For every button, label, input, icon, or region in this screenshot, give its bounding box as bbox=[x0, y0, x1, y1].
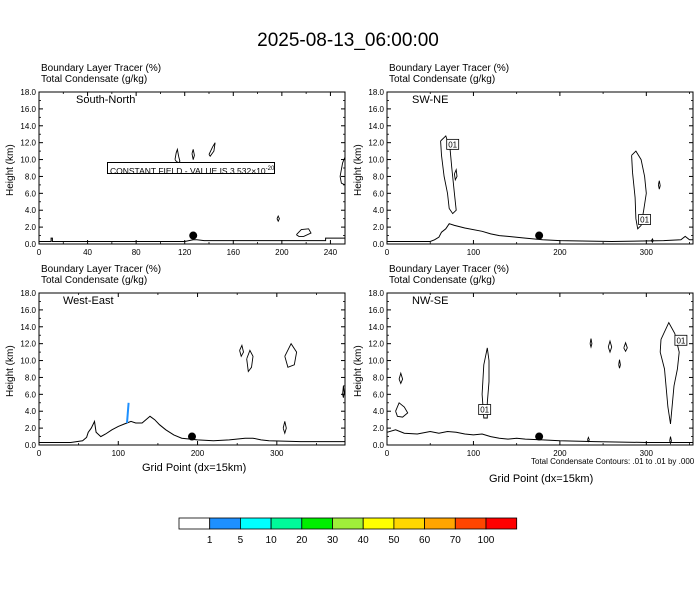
y-tick-label: 16.0 bbox=[368, 104, 384, 114]
location-marker bbox=[535, 232, 543, 240]
condensate-contour bbox=[454, 170, 457, 180]
x-tick-label: 300 bbox=[270, 449, 284, 458]
y-tick-label: 6.0 bbox=[24, 189, 36, 199]
y-tick-label: 8.0 bbox=[372, 373, 384, 383]
colorbar-label: 5 bbox=[237, 535, 244, 546]
constant-field-box bbox=[107, 162, 275, 174]
x-tick-label: 0 bbox=[36, 248, 42, 257]
colorbar-cell bbox=[210, 518, 241, 529]
y-axis-label-sw-ne: Height (km) bbox=[353, 144, 364, 196]
y-tick-label: 14.0 bbox=[20, 121, 36, 131]
x-tick-label: 100 bbox=[466, 449, 481, 458]
y-tick-label: 14.0 bbox=[20, 322, 36, 332]
colorbar-label: 1 bbox=[206, 535, 213, 546]
y-tick-label: 6.0 bbox=[372, 390, 384, 400]
colorbar-cell bbox=[425, 518, 456, 529]
y-tick-label: 18.0 bbox=[20, 289, 36, 298]
y-tick-label: 0.0 bbox=[372, 441, 384, 450]
condensate-contour bbox=[670, 437, 672, 444]
x-tick-label: 0 bbox=[384, 248, 390, 257]
y-tick-label: 12.0 bbox=[20, 339, 36, 349]
contour-label: 01 bbox=[480, 405, 490, 415]
contour-note: Total Condensate Contours: .01 to .01 by .000 bbox=[531, 457, 695, 466]
panel-title-west-east: West-East bbox=[63, 295, 114, 307]
condensate-contour bbox=[247, 350, 253, 371]
x-tick-label: 300 bbox=[639, 449, 654, 458]
panel-title-sw-ne: SW-NE bbox=[412, 94, 449, 106]
tracer-contour bbox=[127, 403, 129, 423]
y-tick-label: 4.0 bbox=[24, 206, 36, 216]
y-tick-label: 2.0 bbox=[24, 223, 36, 233]
condensate-contour bbox=[285, 344, 297, 368]
x-tick-label: 100 bbox=[111, 449, 125, 458]
x-axis-label-west-east: Grid Point (dx=15km) bbox=[142, 462, 247, 474]
y-tick-label: 6.0 bbox=[372, 189, 384, 199]
colorbar-label: 50 bbox=[388, 535, 400, 546]
colorbar-label: 60 bbox=[419, 535, 431, 546]
colorbar-cell bbox=[486, 518, 517, 529]
y-tick-label: 16.0 bbox=[368, 305, 384, 315]
y-axis-label-south-north: Height (km) bbox=[5, 144, 16, 196]
condensate-contour bbox=[283, 421, 286, 433]
panel-header-sw-ne bbox=[389, 63, 509, 85]
y-tick-label: 2.0 bbox=[24, 424, 36, 434]
y-tick-label: 18.0 bbox=[368, 88, 384, 97]
y-tick-label: 8.0 bbox=[24, 172, 36, 182]
panel-header-west-east bbox=[41, 264, 161, 286]
y-tick-label: 0.0 bbox=[24, 240, 36, 249]
colorbar-label: 100 bbox=[477, 535, 495, 546]
condensate-contour bbox=[192, 149, 194, 159]
colorbar-label: 40 bbox=[357, 535, 369, 546]
x-tick-label: 240 bbox=[323, 248, 338, 257]
condensate-contour bbox=[340, 157, 345, 185]
condensate-contour bbox=[175, 149, 180, 163]
condensate-contour bbox=[624, 343, 628, 352]
y-tick-label: 2.0 bbox=[372, 424, 384, 434]
panel-header-nw-se bbox=[389, 264, 509, 286]
panel-title-nw-se: NW-SE bbox=[412, 295, 449, 307]
y-tick-label: 12.0 bbox=[368, 339, 384, 349]
colorbar-cell bbox=[271, 518, 302, 529]
y-tick-label: 10.0 bbox=[368, 155, 384, 165]
location-marker bbox=[188, 433, 196, 441]
y-tick-label: 4.0 bbox=[372, 206, 384, 216]
header-line2: Total Condensate (g/kg) bbox=[41, 275, 148, 286]
constant-field-exponent: -20 bbox=[265, 166, 275, 172]
y-tick-label: 0.0 bbox=[24, 441, 36, 450]
contour-label: 01 bbox=[676, 336, 686, 346]
y-tick-label: 4.0 bbox=[372, 407, 384, 417]
y-tick-label: 12.0 bbox=[20, 138, 36, 148]
condensate-contour bbox=[296, 229, 311, 237]
condensate-contour bbox=[209, 143, 215, 157]
colorbar-cell bbox=[455, 518, 486, 529]
y-tick-label: 2.0 bbox=[372, 223, 384, 233]
contour-label: 01 bbox=[448, 140, 458, 150]
y-tick-label: 8.0 bbox=[372, 172, 384, 182]
colorbar-label: 20 bbox=[296, 535, 308, 546]
panel-title-south-north: South-North bbox=[76, 94, 136, 106]
colorbar-cell bbox=[363, 518, 394, 529]
location-marker bbox=[535, 433, 543, 441]
y-tick-label: 16.0 bbox=[20, 104, 36, 114]
plot-frame bbox=[39, 293, 345, 445]
x-tick-label: 100 bbox=[466, 248, 481, 257]
x-tick-label: 0 bbox=[384, 449, 390, 458]
y-tick-label: 16.0 bbox=[20, 305, 36, 315]
contour-label: 01 bbox=[640, 215, 650, 225]
y-tick-label: 4.0 bbox=[24, 407, 36, 417]
y-tick-label: 18.0 bbox=[368, 289, 384, 298]
colorbar-label: 10 bbox=[265, 535, 277, 546]
colorbar-cell bbox=[302, 518, 333, 529]
x-tick-label: 40 bbox=[83, 248, 93, 257]
colorbar-cell bbox=[179, 518, 210, 529]
plot-frame bbox=[387, 293, 693, 445]
condensate-contour bbox=[277, 216, 279, 221]
y-tick-label: 14.0 bbox=[368, 322, 384, 332]
condensate-contour bbox=[608, 341, 611, 352]
y-tick-label: 10.0 bbox=[20, 356, 36, 366]
condensate-contour bbox=[396, 403, 408, 417]
condensate-contour bbox=[399, 373, 403, 383]
header-line2: Total Condensate (g/kg) bbox=[41, 74, 148, 85]
condensate-contour bbox=[588, 437, 590, 441]
y-tick-label: 0.0 bbox=[372, 240, 384, 249]
header-line1: Boundary Layer Tracer (%) bbox=[41, 63, 162, 74]
x-tick-label: 80 bbox=[131, 248, 141, 257]
x-tick-label: 200 bbox=[553, 449, 567, 458]
x-axis-label-nw-se: Grid Point (dx=15km) bbox=[489, 473, 594, 485]
y-tick-label: 12.0 bbox=[368, 138, 384, 148]
condensate-contour bbox=[658, 181, 660, 189]
colorbar-label: 30 bbox=[326, 535, 339, 546]
x-tick-label: 300 bbox=[639, 248, 654, 257]
y-tick-label: 6.0 bbox=[24, 390, 36, 400]
header-line1: Boundary Layer Tracer (%) bbox=[389, 264, 510, 275]
panel-header-south-north bbox=[41, 63, 161, 85]
y-axis-label-nw-se: Height (km) bbox=[353, 345, 364, 397]
main-title: 2025-08-13_06:00:00 bbox=[257, 30, 439, 51]
header-line2: Total Condensate (g/kg) bbox=[389, 74, 496, 85]
y-tick-label: 10.0 bbox=[20, 155, 36, 165]
x-tick-label: 200 bbox=[190, 449, 205, 458]
colorbar-cell bbox=[240, 518, 271, 529]
y-tick-label: 18.0 bbox=[20, 88, 36, 97]
x-tick-label: 120 bbox=[178, 248, 192, 257]
colorbar-label: 70 bbox=[449, 535, 461, 546]
y-axis-label-west-east: Height (km) bbox=[5, 345, 16, 397]
header-line2: Total Condensate (g/kg) bbox=[389, 275, 496, 286]
condensate-contour bbox=[343, 386, 345, 398]
x-tick-label: 200 bbox=[275, 248, 289, 257]
condensate-contour bbox=[590, 339, 592, 347]
condensate-contour bbox=[240, 345, 244, 356]
x-tick-label: 200 bbox=[553, 248, 567, 257]
colorbar-cell bbox=[394, 518, 425, 529]
y-tick-label: 10.0 bbox=[368, 356, 384, 366]
constant-field-text: CONSTANT FIELD - VALUE IS 3.532×10 bbox=[110, 165, 266, 176]
location-marker bbox=[189, 232, 197, 240]
x-tick-label: 0 bbox=[36, 449, 42, 458]
condensate-contour bbox=[619, 360, 621, 369]
header-line1: Boundary Layer Tracer (%) bbox=[41, 264, 162, 275]
y-tick-label: 8.0 bbox=[24, 373, 36, 383]
x-tick-label: 160 bbox=[226, 248, 240, 257]
colorbar-cell bbox=[333, 518, 364, 529]
y-tick-label: 14.0 bbox=[368, 121, 384, 131]
header-line1: Boundary Layer Tracer (%) bbox=[389, 63, 510, 74]
